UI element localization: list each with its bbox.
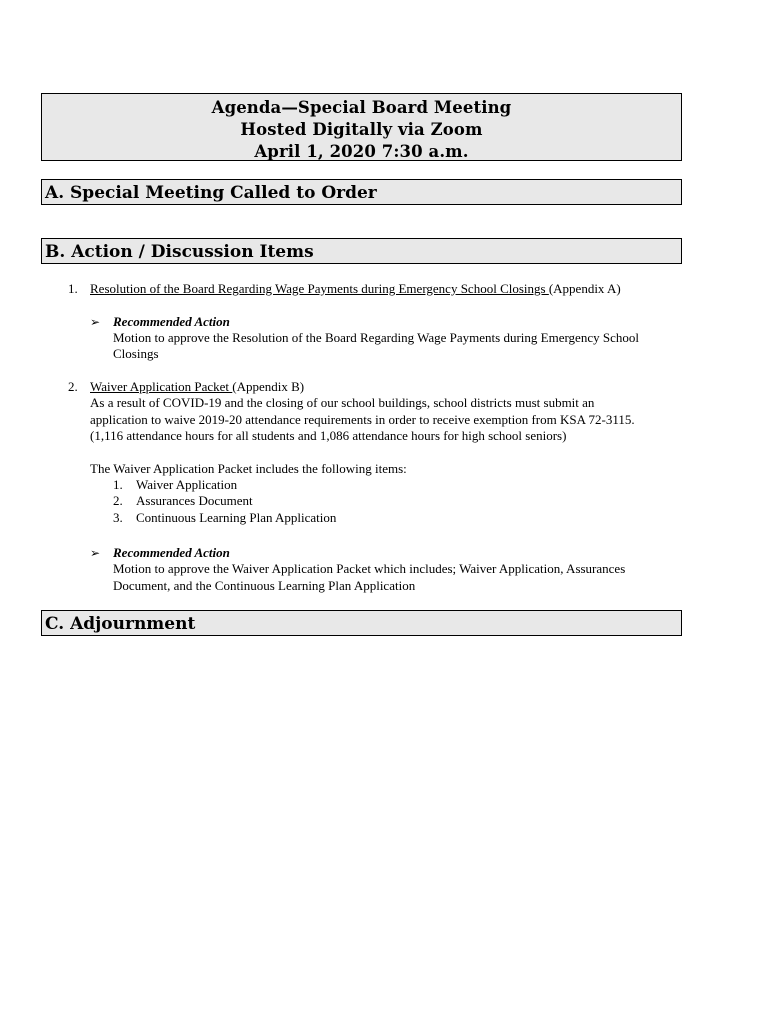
item-2-recommended-text: Motion to approve the Waiver Application Packet which includes; Waiver Application, Assurances (113, 561, 626, 576)
arrow-bullet-icon: ➢ (90, 546, 101, 560)
item-2-recommended-text-cont: Document, and the Continuous Learning Plan Application (113, 578, 416, 593)
item-1-appendix: (Appendix A) (548, 281, 621, 296)
packet-intro: The Waiver Application Packet includes the following items: (90, 461, 407, 476)
agenda-subtitle: Hosted Digitally via Zoom (240, 120, 483, 139)
item-2-description-3: (1,116 attendance hours for all students and 1,086 attendance hours for high school seniors) (90, 428, 567, 443)
packet-item: Assurances Document (136, 493, 253, 508)
packet-item-number: 3. (113, 510, 123, 525)
section-c-heading: C. Adjournment (41, 610, 682, 636)
item-1-line (90, 281, 621, 298)
section-b-heading: B. Action / Discussion Items (41, 238, 682, 264)
item-1-recommended-text-cont: Closings (113, 346, 159, 361)
item-2-number: 2. (68, 379, 78, 394)
agenda-title-box (41, 93, 682, 161)
item-2-line (90, 379, 304, 396)
packet-item: Waiver Application (136, 477, 238, 492)
item-2-description-2: application to waive 2019-20 attendance requirements in order to receive exemption from KSA 72-3115. (90, 412, 635, 427)
item-2-link[interactable]: Waiver Application Packet (90, 379, 233, 394)
packet-item-number: 2. (113, 493, 123, 508)
item-1-recommended-label: Recommended Action (113, 314, 230, 329)
item-1-number: 1. (68, 281, 78, 296)
item-1-link[interactable]: Resolution of the Board Regarding Wage Payments during Emergency School Closings (90, 281, 549, 296)
agenda-date: April 1, 2020 7:30 a.m. (254, 142, 469, 161)
packet-item: Continuous Learning Plan Application (136, 510, 337, 525)
item-2-description-1: As a result of COVID-19 and the closing of our school buildings, school districts must submit an (90, 395, 595, 410)
item-2-recommended-label: Recommended Action (113, 545, 230, 560)
arrow-bullet-icon: ➢ (90, 315, 101, 329)
agenda-title: Agenda—Special Board Meeting (211, 98, 512, 117)
section-a-heading: A. Special Meeting Called to Order (41, 179, 682, 205)
packet-item-number: 1. (113, 477, 123, 492)
item-1-recommended-text: Motion to approve the Resolution of the Board Regarding Wage Payments during Emergency School (113, 330, 639, 345)
item-2-appendix: (Appendix B) (232, 379, 305, 394)
